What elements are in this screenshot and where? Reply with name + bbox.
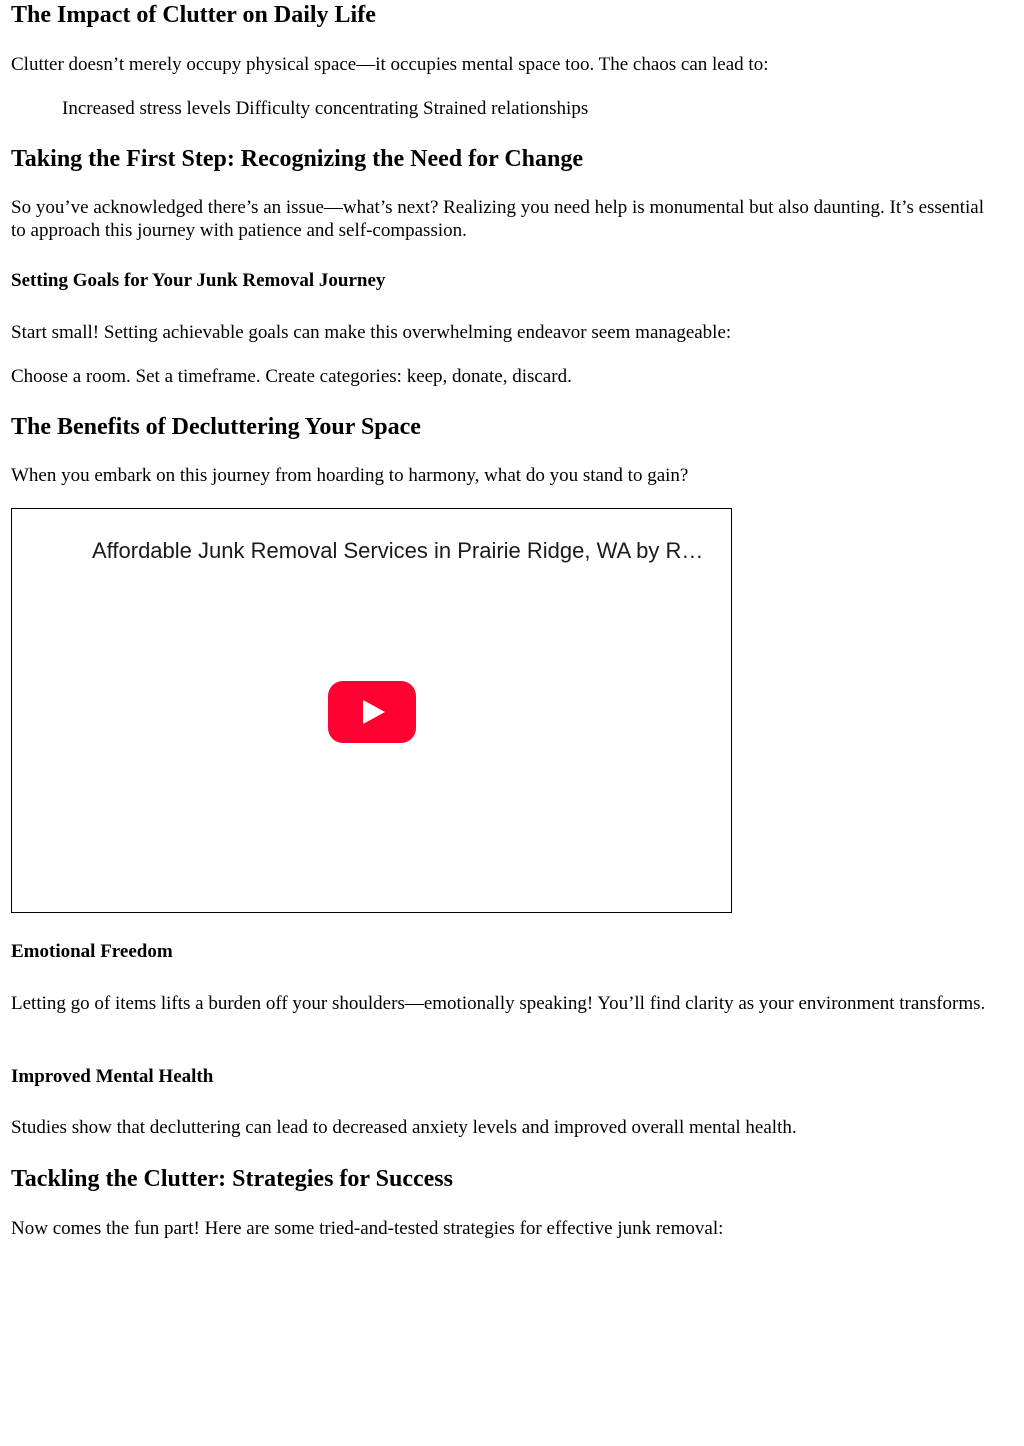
- benefits-heading: The Benefits of Decluttering Your Space: [11, 414, 421, 440]
- goals-list: Choose a room. Set a timeframe. Create categories: keep, donate, discard.: [11, 366, 572, 387]
- impact-heading: The Impact of Clutter on Daily Life: [11, 2, 376, 28]
- tackling-intro: Now comes the fun part! Here are some tried-and-tested strategies for effective junk removal:: [11, 1218, 724, 1239]
- youtube-play-icon[interactable]: [328, 681, 416, 743]
- first-step-heading: Taking the First Step: Recognizing the Need for Change: [11, 146, 583, 172]
- impact-list: Increased stress levels Difficulty concentrating Strained relationships: [62, 98, 589, 119]
- first-step-body: So you’ve acknowledged there’s an issue—what’s next? Realizing you need help is monumental but also daunting. It’s essential to approach this journey with patience and self-compassion.: [11, 197, 985, 241]
- tackling-heading: Tackling the Clutter: Strategies for Success: [11, 1166, 453, 1192]
- video-embed[interactable]: [11, 508, 732, 913]
- mental-heading: Improved Mental Health: [11, 1066, 214, 1087]
- video-title[interactable]: Affordable Junk Removal Services in Prairie Ridge, WA by R…: [92, 538, 704, 563]
- benefits-intro: When you embark on this journey from hoarding to harmony, what do you stand to gain?: [11, 465, 689, 486]
- mental-body: Studies show that decluttering can lead to decreased anxiety levels and improved overall mental health.: [11, 1117, 797, 1138]
- goals-intro: Start small! Setting achievable goals can make this overwhelming endeavor seem manageable:: [11, 322, 732, 343]
- goals-heading: Setting Goals for Your Junk Removal Journey: [11, 270, 386, 291]
- emotional-heading: Emotional Freedom: [11, 941, 173, 962]
- emotional-body: Letting go of items lifts a burden off your shoulders—emotionally speaking! You’ll find clarity as your environment transforms.: [11, 993, 986, 1014]
- impact-intro: Clutter doesn’t merely occupy physical space—it occupies mental space too. The chaos can lead to:: [11, 54, 769, 75]
